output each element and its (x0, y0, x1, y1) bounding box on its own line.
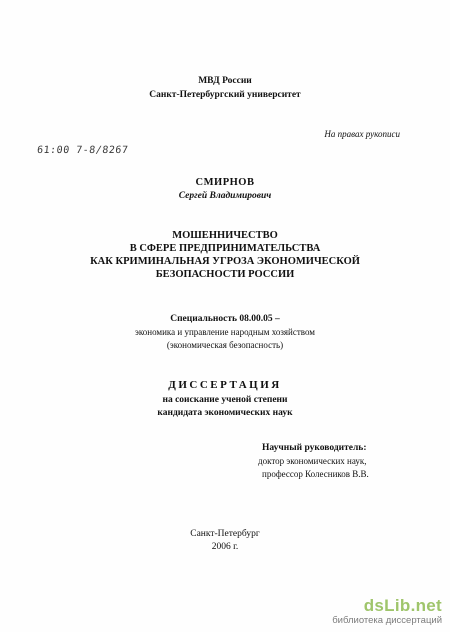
author-name: Сергей Владимирович (178, 191, 272, 201)
author-surname: СМИРНОВ (195, 177, 255, 188)
thesis-title-line-2: В СФЕРЕ ПРЕДПРИНИМАТЕЛЬСТВА (129, 243, 321, 254)
manuscript-rights-note: На правах рукописи (324, 129, 400, 139)
city: Санкт-Петербург (190, 529, 260, 539)
degree-line-1: на соискание ученой степени (162, 395, 288, 405)
year: 2006 г. (211, 542, 239, 552)
specialty-subfield: (экономическая безопасность) (166, 340, 284, 350)
dslib-tagline: библиотека диссертаций (332, 614, 442, 626)
dslib-logo: dsLib.net (363, 595, 442, 615)
advisor-label: Научный руководитель: (262, 443, 367, 453)
degree-line-2: кандидата экономических наук (157, 408, 293, 418)
thesis-title-line-1: МОШЕННИЧЕСТВО (172, 230, 278, 241)
specialty-code: Специальность 08.00.05 – (170, 314, 280, 324)
advisor-name: профессор Колесников В.В. (262, 469, 369, 479)
dslib-watermark (332, 597, 442, 626)
thesis-title-line-3: КАК КРИМИНАЛЬНАЯ УГРОЗА ЭКОНОМИЧЕСКОЙ (90, 256, 360, 267)
advisor-degree: доктор экономических наук, (258, 456, 367, 466)
ministry-name: МВД России (198, 76, 252, 86)
specialty-name: экономика и управление народным хозяйством (134, 327, 316, 337)
archive-stamp: 61:00 7-8/8267 (36, 145, 129, 156)
university-name: Санкт-Петербургский университет (149, 90, 301, 100)
dissertation-label: ДИССЕРТАЦИЯ (168, 379, 282, 391)
thesis-title-line-4: БЕЗОПАСНОСТИ РОССИИ (155, 269, 295, 280)
